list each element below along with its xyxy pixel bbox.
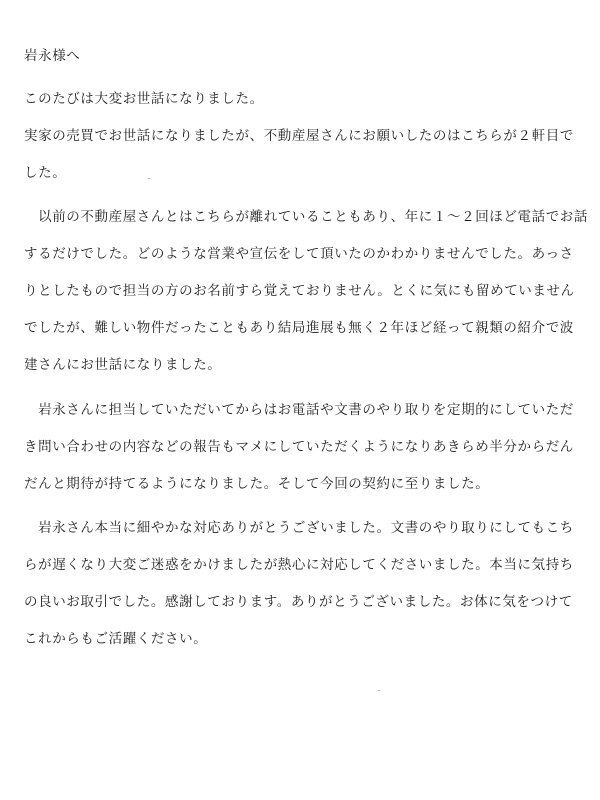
letter-line-14: の良いお取引でした。感謝しております。ありがとうございました。お体に気をつけて	[24, 594, 573, 610]
letter-line-1: このたびは大変お世話になりました。	[24, 91, 264, 107]
letter-line-8: 建さんにお世話になりました。	[24, 357, 222, 373]
scan-speck	[378, 690, 380, 691]
letter-line-11: だんと期待が持てるようになりました。そして今回の契約に至りました。	[24, 476, 490, 492]
letter-line-4: 以前の不動産屋さんとはこちらが離れていることもあり、年に１～２回ほど電話でお話	[24, 209, 588, 225]
letter-line-9: 岩永さんに担当していただいてからはお電話や文書のやり取りを定期的にしていただ	[24, 402, 574, 418]
letter-line-5: するだけでした。どのような営業や宣伝をして頂いたのかわかりませんでした。あっさ	[24, 246, 574, 262]
letter-line-10: き問い合わせの内容などの報告もマメにしていただくようになりあきらめ半分からだん	[24, 439, 574, 455]
letter-line-15: これからもご活躍ください。	[24, 631, 208, 647]
letter-line-2: 実家の売買でお世話になりましたが、不動産屋さんにお願いしたのはこちらが２軒目で	[24, 128, 574, 144]
letter-line-13: らが遅くなり大変ご迷惑をかけましたが熱心に対応してくださいました。本当に気持ち	[24, 557, 574, 573]
letter-line-7: でしたが、難しい物件だったこともあり結局進展も無く２年ほど経って親類の紹介で波	[24, 320, 574, 336]
letter-line-6: りとしたもので担当の方のお名前すら覚えておりません。とくに気にも留めていません	[24, 283, 575, 299]
scan-speck	[148, 178, 150, 179]
letter-line-3: した。	[24, 165, 67, 181]
letter-line-12: 岩永さん本当に細やかな対応ありがとうございました。文書のやり取りにしてもこち	[24, 520, 574, 536]
letter-salutation: 岩永様へ	[24, 48, 81, 64]
